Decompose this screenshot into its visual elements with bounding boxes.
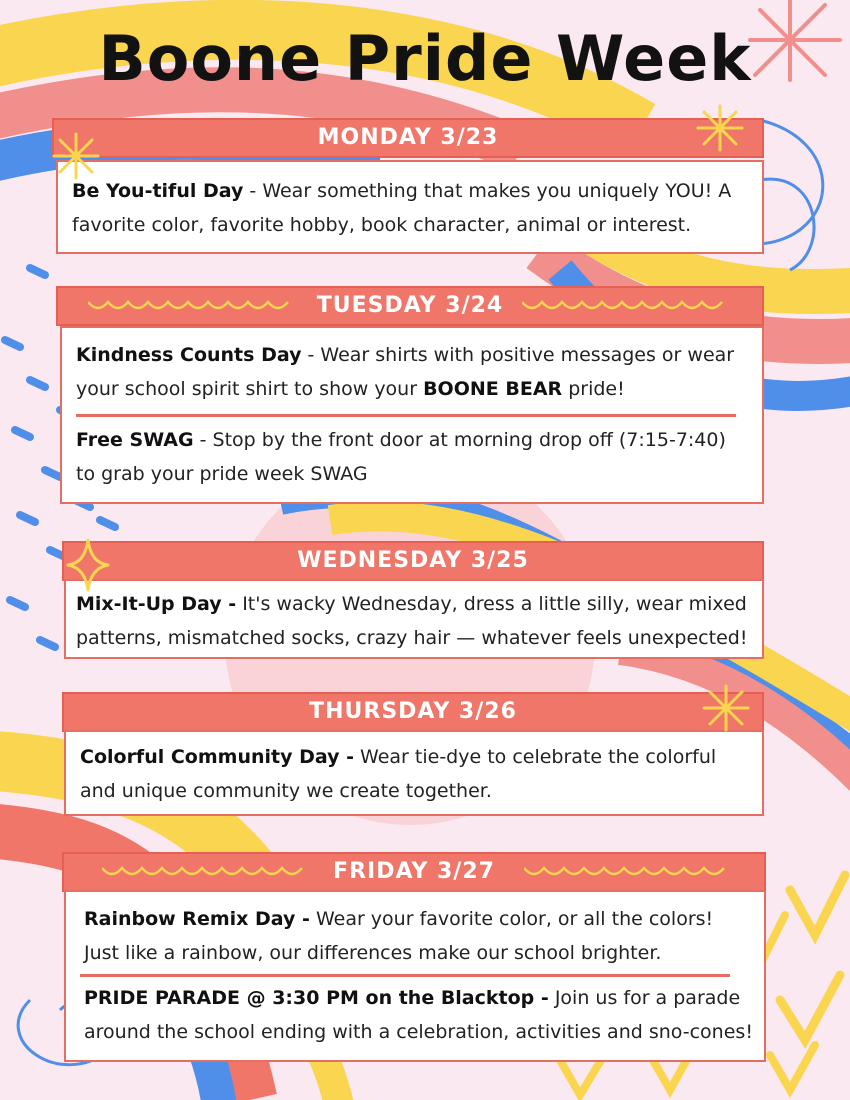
thursday-heading: THURSDAY 3/26 (309, 699, 517, 724)
wednesday-item (76, 587, 754, 655)
tuesday-item-1-text-end: pride! (562, 378, 625, 400)
sparkle-icon (48, 128, 104, 184)
thursday-item-text: Wear tie-dye to celebrate the colorful and unique community we create together. (80, 746, 717, 802)
tuesday-item-1-sep: - (301, 344, 321, 366)
divider (76, 414, 736, 417)
tuesday-heading: TUESDAY 3/24 (316, 293, 504, 318)
thursday-heading-bar (62, 692, 764, 732)
squiggle-right-icon (522, 298, 732, 314)
tuesday-card (60, 326, 764, 504)
monday-heading: MONDAY 3/23 (317, 125, 499, 150)
wednesday-card (64, 579, 764, 659)
thursday-card (64, 730, 764, 816)
friday-item-1-name: Rainbow Remix Day - (84, 908, 310, 930)
thursday-item-name: Colorful Community Day - (80, 746, 354, 768)
section-wednesday (62, 541, 764, 659)
friday-item-2 (84, 981, 754, 1049)
divider (80, 974, 730, 977)
tuesday-item-2-sep: - (193, 429, 213, 451)
tuesday-item-2-text: Stop by the front door at morning drop off (7:15-7:40) to grab your pride week SWAG (76, 429, 726, 485)
squiggle-left-icon (88, 298, 298, 314)
monday-heading-bar (52, 118, 764, 158)
monday-item-name: Be You-tiful Day (72, 180, 244, 202)
wednesday-heading: WEDNESDAY 3/25 (297, 548, 529, 573)
friday-item-1-text: Wear your favorite color, or all the colors! Just like a rainbow, our differences make our school brighter. (84, 908, 714, 964)
section-monday (52, 118, 764, 256)
friday-item-2-name: PRIDE PARADE @ 3:30 PM on the Blacktop - (84, 987, 549, 1009)
tuesday-item-1-bold: BOONE BEAR (423, 378, 563, 400)
section-tuesday (56, 286, 764, 504)
friday-item-2-text: Join us for a parade around the school ending with a celebration, activities and sno-cones! (84, 987, 753, 1043)
tuesday-item-1-name: Kindness Counts Day (76, 344, 302, 366)
friday-item-1 (84, 902, 754, 970)
tuesday-heading-bar (56, 286, 764, 326)
star-outline-icon (66, 538, 110, 592)
page-title: Boone Pride Week (98, 22, 752, 95)
tuesday-item-2 (76, 423, 748, 491)
tuesday-item-2-name: Free SWAG (76, 429, 194, 451)
friday-card (64, 890, 766, 1062)
section-friday (62, 852, 766, 1064)
squiggle-left-icon (102, 864, 312, 880)
friday-heading: FRIDAY 3/27 (333, 859, 495, 884)
tuesday-item-1-text: Wear shirts with positive messages or wear your school spirit shirt to show your (76, 344, 735, 400)
wednesday-heading-bar (62, 541, 764, 581)
section-thursday (62, 692, 764, 818)
wednesday-item-text: It's wacky Wednesday, dress a little silly, wear mixed patterns, mismatched socks, crazy hair — whatever feels unexpected! (76, 593, 748, 649)
sparkle-icon (698, 680, 754, 736)
sparkle-icon (692, 100, 748, 156)
thursday-item (80, 740, 748, 808)
friday-heading-bar (62, 852, 766, 892)
monday-item-text: Wear something that makes you uniquely YOU! A favorite color, favorite hobby, book character, animal or interest. (72, 180, 732, 236)
squiggle-right-icon (524, 864, 734, 880)
monday-item-sep: - (243, 180, 263, 202)
tuesday-item-1 (76, 338, 748, 406)
wednesday-item-name: Mix-It-Up Day - (76, 593, 237, 615)
monday-card (56, 160, 764, 254)
monday-item (72, 174, 748, 242)
